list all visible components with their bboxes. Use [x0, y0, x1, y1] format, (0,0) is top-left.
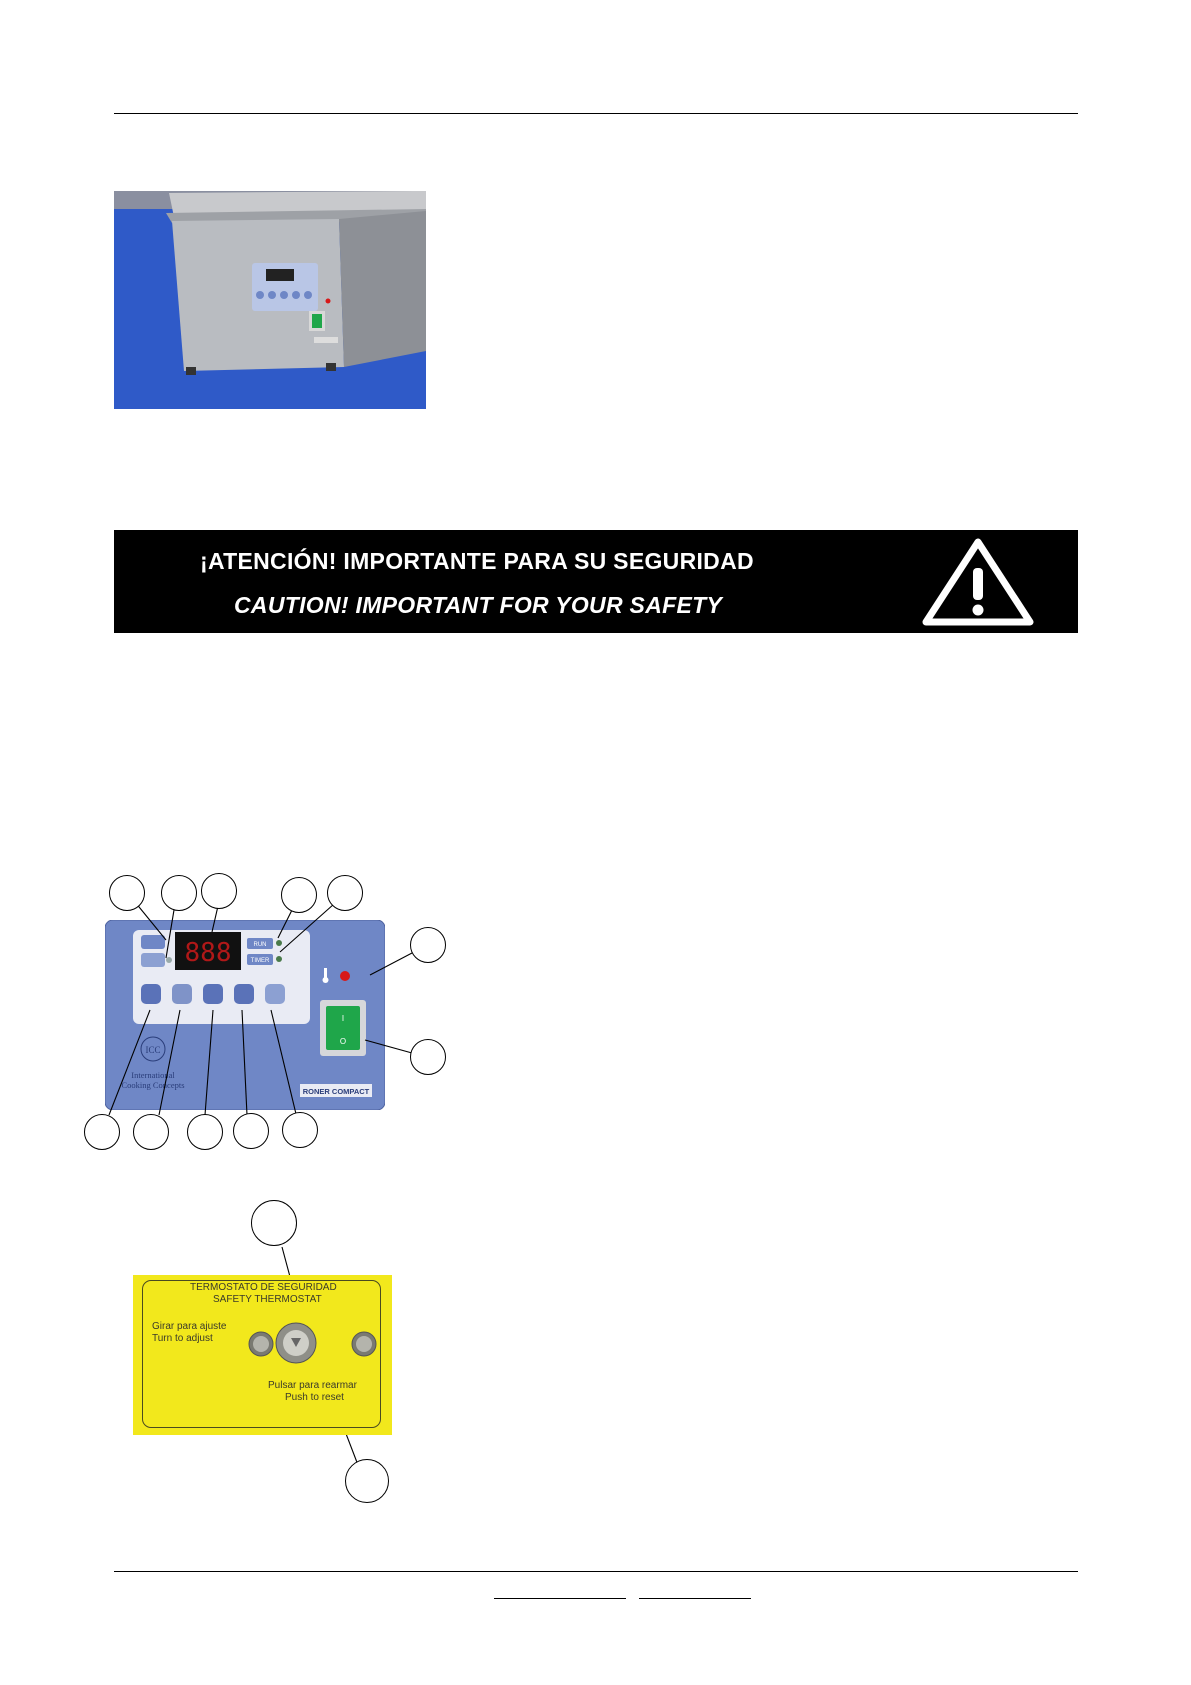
callout-14: [345, 1459, 389, 1503]
callout-4: [281, 877, 317, 913]
reset-text-es: Pulsar para rearmar: [268, 1380, 357, 1391]
thermostat-knob-art: [133, 1275, 392, 1435]
callout-13: [251, 1200, 297, 1246]
callout-8: [84, 1114, 120, 1150]
thermostat-title-es: TERMOSTATO DE SEGURIDAD: [190, 1282, 337, 1293]
callout-3: [201, 873, 237, 909]
thermostat-title-en: SAFETY THERMOSTAT: [213, 1294, 322, 1305]
callout-7: [410, 1039, 446, 1075]
adjust-text-es: Girar para ajuste: [152, 1321, 227, 1332]
brand-line-1: International: [131, 1070, 175, 1080]
callout-1: [109, 875, 145, 911]
model-label: RONER COMPACT: [302, 1087, 370, 1096]
callout-10: [187, 1114, 223, 1150]
banner-text-english: CAUTION! IMPORTANT FOR YOUR SAFETY: [234, 592, 723, 618]
banner-text-spanish: ¡ATENCIÓN! IMPORTANTE PARA SU SEGURIDAD: [200, 548, 754, 574]
footer-link-underline-2[interactable]: [639, 1598, 751, 1599]
adjust-text-en: Turn to adjust: [152, 1333, 213, 1344]
run-indicator-label: RUN: [253, 942, 267, 948]
footer-link-underline-1[interactable]: [494, 1598, 626, 1599]
timer-indicator-label: TIMER: [250, 958, 270, 964]
panel-display: 888: [184, 938, 232, 968]
safety-thermostat-plate: [133, 1275, 392, 1435]
brand-line-2: Cooking Concepts: [121, 1080, 185, 1090]
callout-2: [161, 875, 197, 911]
callout-11: [233, 1113, 269, 1149]
callout-6: [410, 927, 446, 963]
reset-text-en: Push to reset: [285, 1392, 344, 1403]
icc-logo: ICC: [145, 1045, 161, 1055]
footer-rule: [114, 1571, 1078, 1572]
callout-12: [282, 1112, 318, 1148]
switch-on-mark: I: [341, 1014, 345, 1023]
callout-9: [133, 1114, 169, 1150]
switch-off-mark: O: [339, 1037, 347, 1046]
callout-5: [327, 875, 363, 911]
